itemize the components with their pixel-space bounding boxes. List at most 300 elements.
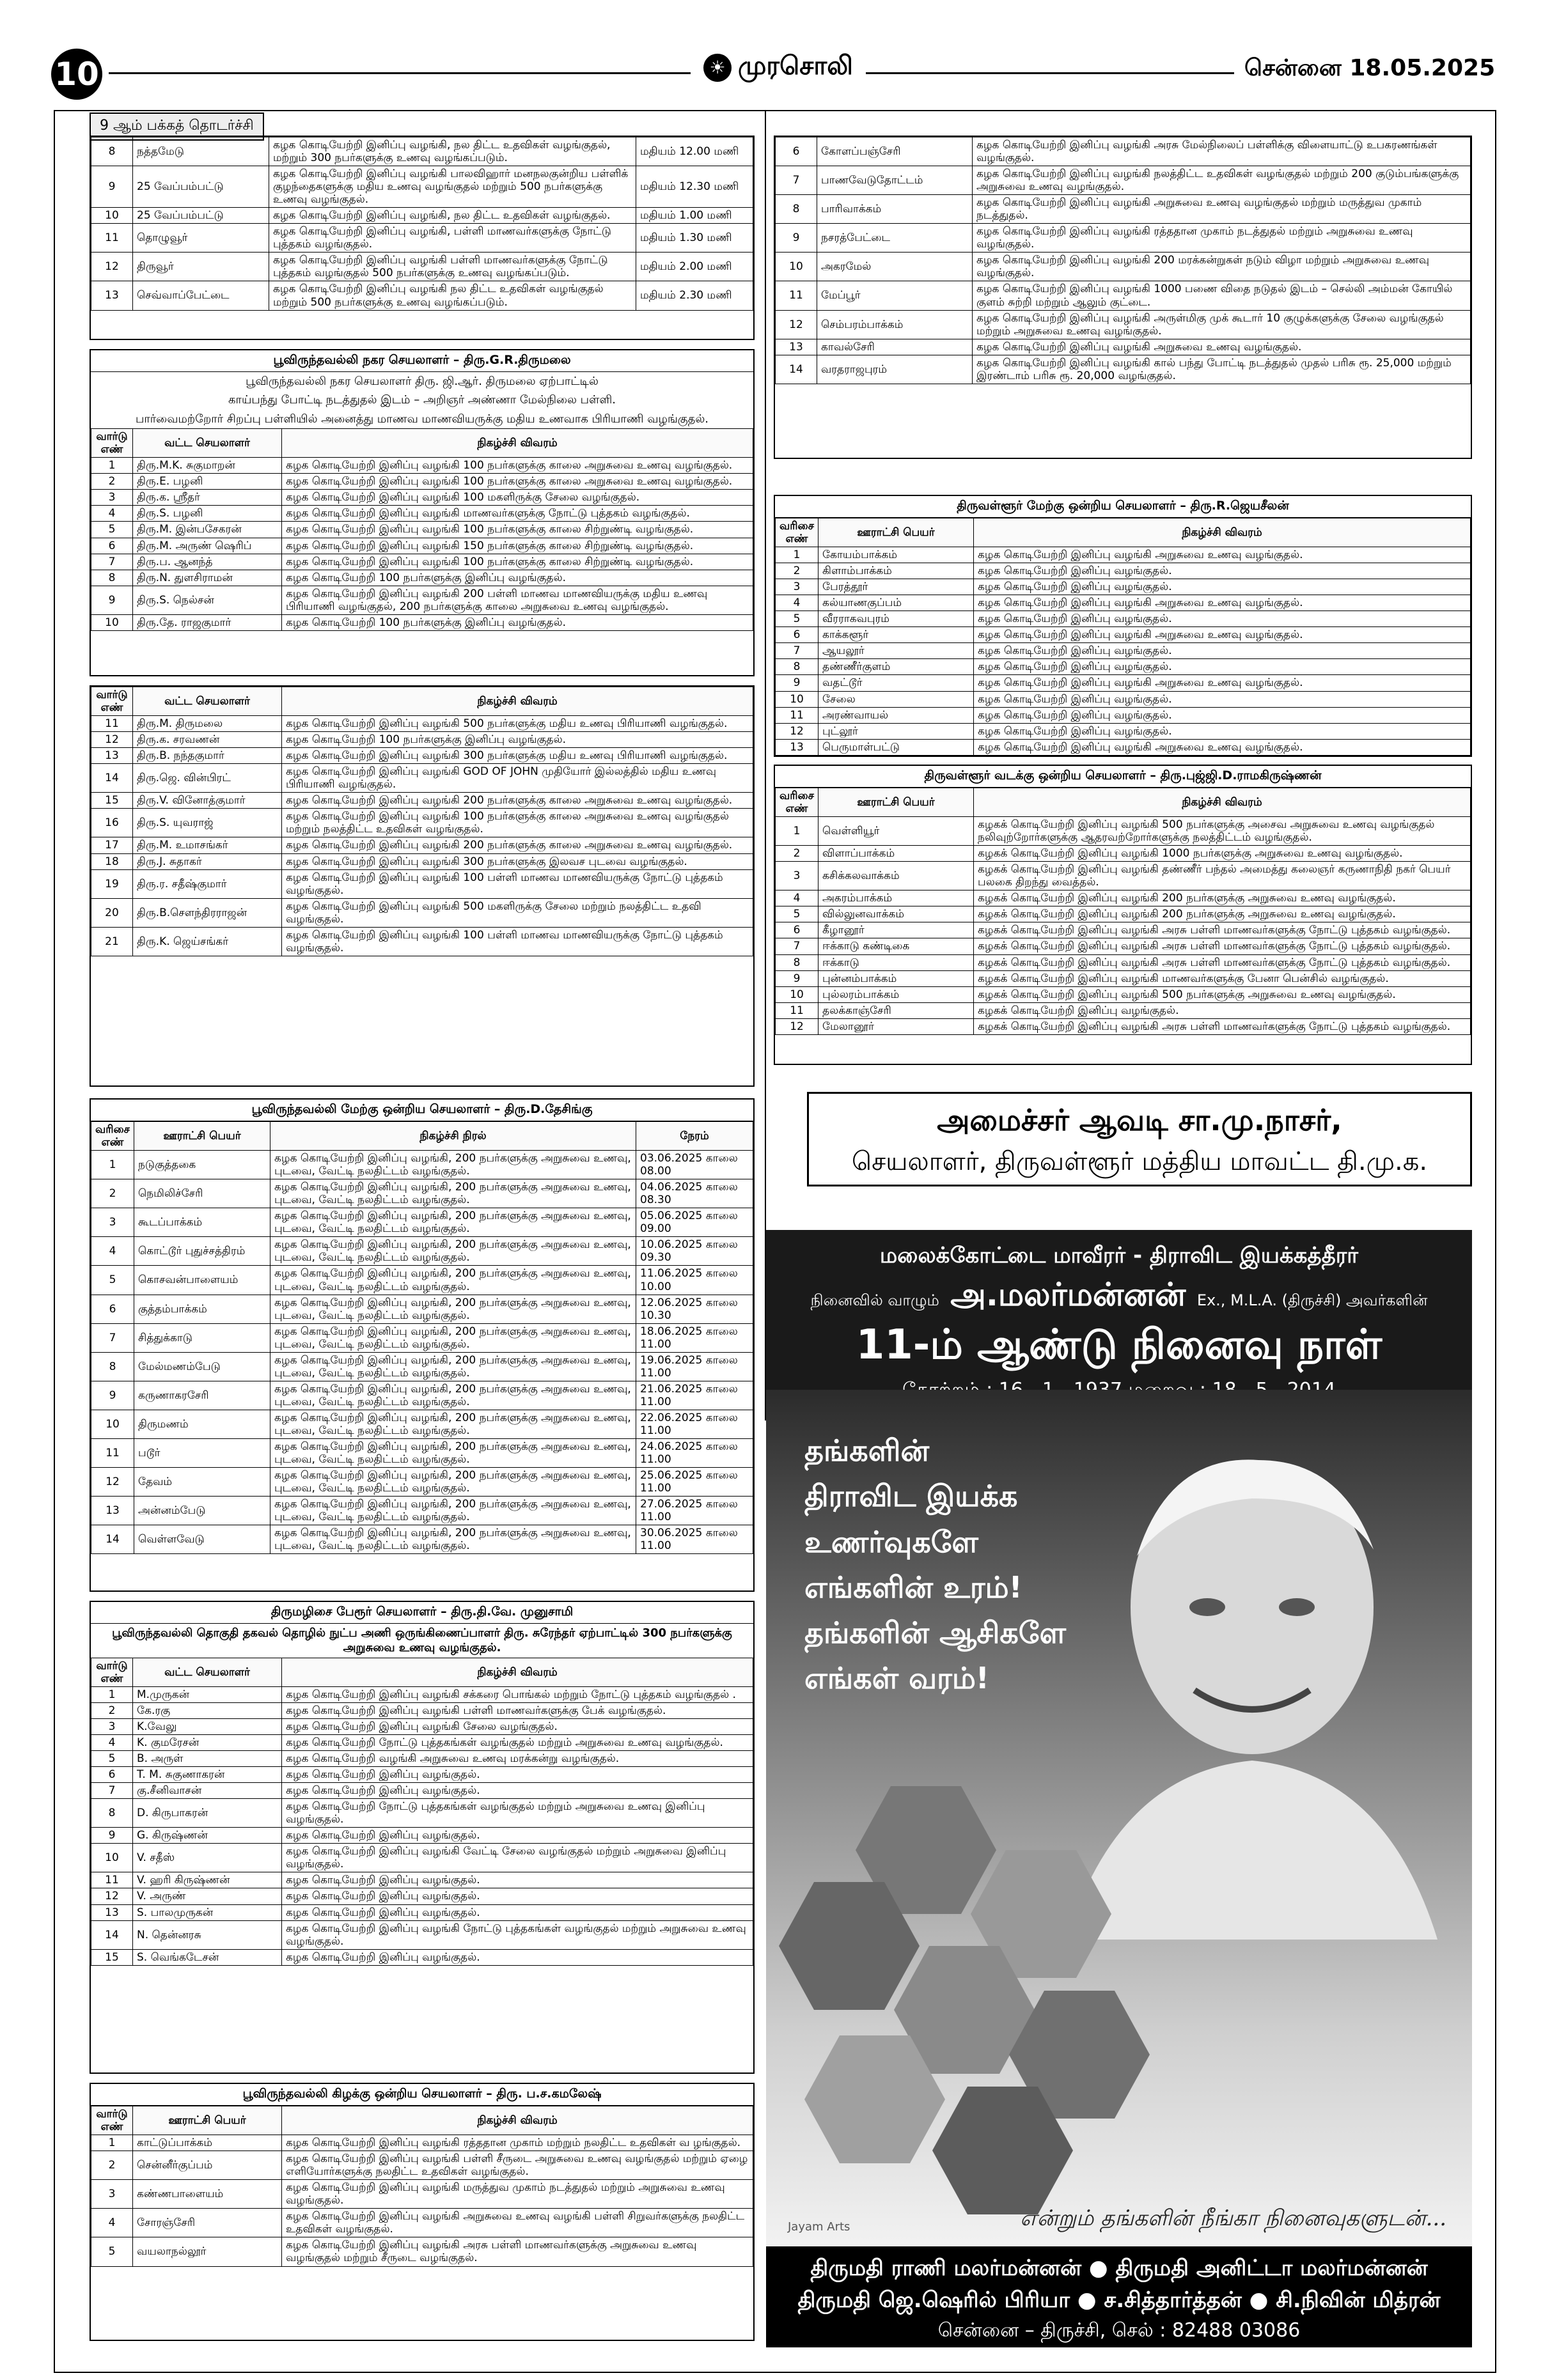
- table-cell: 5: [91, 1266, 134, 1295]
- table-row: [91, 490, 753, 506]
- rising-sun-icon: ☀: [703, 54, 732, 82]
- table-cell: 7: [776, 643, 818, 659]
- table-cell: செம்பரம்பாக்கம்: [817, 310, 973, 339]
- table-cell: கழக கொடியேற்றி இனிப்பு வழங்கி GOD OF JOHN முதியோர் இல்லத்தில் மதிய உணவு பிரியாணி வழங்குதல்.: [282, 764, 753, 793]
- table-row: [91, 1497, 753, 1525]
- table-cell: திரு.V. வினோத்குமார்: [133, 793, 282, 809]
- table-cell: 15: [91, 1949, 133, 1965]
- table-cell: 8: [91, 570, 133, 586]
- table-cell: 2: [91, 474, 133, 490]
- table-cell: கழகக் கொடியேற்றி இனிப்பு வழங்கி அரசு பள்ளி மாணவர்களுக்கு நோட்டு புத்தகம் வழங்குதல்.: [974, 922, 1471, 938]
- table-cell: 04.06.2025 காலை 08.30: [636, 1179, 753, 1208]
- table-cell: கழக கொடியேற்றி இனிப்பு வழங்கி மருத்துவ முகாம் நடத்துதல் மற்றும் அறுசுவை உணவு வழங்குதல்.: [282, 2180, 753, 2209]
- ad-family-names-1: திருமதி ராணி மலர்மன்னன் ● திருமதி அனிட்டா மலர்மன்னன்: [810, 2255, 1428, 2281]
- col-details: நிகழ்ச்சி விவரம்: [974, 518, 1471, 547]
- table-cell: S. வெங்கடேசன்: [133, 1949, 282, 1965]
- table-cell: 9: [776, 970, 818, 986]
- table-cell: கழக கொடியேற்றி இனிப்பு வழங்கி பாலவிஹார் மனநலகுன்றிய பள்ளிக் குழந்தைகளுக்கு மதிய உணவு வழங்குதல் மற்றும் 500 நபர்களுக்கு உணவு வழங்குதல்.: [269, 166, 636, 208]
- table-row: [91, 1237, 753, 1266]
- table-cell: 6: [776, 922, 818, 938]
- table-cell: வில்லுனவாக்கம்: [818, 906, 974, 922]
- table-cell: கழக கொடியேற்றி இனிப்பு வழங்கி, 200 நபர்களுக்கு அறுசுவை உணவு, புடவை, வேட்டி நலதிட்டம் வழங்குதல்.: [270, 1468, 636, 1497]
- table-cell: 8: [91, 1799, 133, 1828]
- section-i: [774, 765, 1472, 1065]
- table-row: [91, 748, 753, 764]
- table-cell: 9: [776, 675, 818, 691]
- table-cell: கழக கொடியேற்றி இனிப்பு வழங்கி, பள்ளி மாணவர்களுக்கு நோட்டு புத்தகம் வழங்குதல்.: [269, 224, 636, 253]
- table-cell: 8: [91, 137, 133, 166]
- table-row: [776, 862, 1471, 891]
- table-row: [91, 793, 753, 809]
- table-row: [91, 1179, 753, 1208]
- table-row: [91, 1525, 753, 1554]
- table-cell: கழக கொடியேற்றி இனிப்பு வழங்கி, 200 நபர்களுக்கு அறுசுவை உணவு, புடவை, வேட்டி நலதிட்டம் வழங்குதல்.: [270, 1151, 636, 1179]
- table-c: [91, 687, 753, 956]
- table-row: [91, 1735, 753, 1751]
- table-row: [91, 1844, 753, 1872]
- table-row: [91, 1920, 753, 1949]
- table-cell: கழகக் கொடியேற்றி இனிப்பு வழங்கி மாணவர்களுக்கு பேனா பென்சில் வழங்குதல்.: [974, 970, 1471, 986]
- table-cell: 3: [91, 490, 133, 506]
- table-cell: திரு.S. நெல்சன்: [133, 586, 282, 614]
- table-cell: V. ஹரி கிருஷ்ணன்: [133, 1872, 282, 1888]
- table-cell: கழக கொடியேற்றி இனிப்பு வழங்கி 200 நபர்களுக்கு காலை அறுசுவை உணவு வழங்குதல்.: [282, 793, 753, 809]
- minister-box: [807, 1092, 1472, 1186]
- table-cell: கழக கொடியேற்றி இனிப்பு வழங்குதல்.: [974, 723, 1471, 739]
- table-cell: கழக கொடியேற்றி இனிப்பு வழங்கி, 200 நபர்களுக்கு அறுசுவை உணவு, புடவை, வேட்டி நலதிட்டம் வழங்குதல்.: [270, 1410, 636, 1438]
- table-row: [91, 1828, 753, 1844]
- table-cell: 13: [776, 739, 818, 755]
- table-row: [776, 739, 1471, 755]
- table-cell: 1: [776, 817, 818, 846]
- table-cell: 21: [91, 927, 133, 956]
- table-cell: 7: [776, 938, 818, 954]
- table-cell: மதியம் 2.30 மணி: [636, 281, 753, 310]
- paper-title: முரசொலி: [738, 51, 853, 81]
- table-cell: 11: [91, 1872, 133, 1888]
- table-cell: கழக கொடியேற்றி இனிப்பு வழங்கி அறுசுவை உணவு வழங்குதல்.: [974, 547, 1471, 563]
- table-row: [91, 1468, 753, 1497]
- table-cell: 7: [91, 1783, 133, 1799]
- table-cell: கழக கொடியேற்றி இனிப்பு வழங்கி 100 பள்ளி மாணவ மாணவியருக்கு நோட்டு புத்தகம் வழங்குதல்.: [282, 869, 753, 898]
- table-cell: கழக கொடியேற்றி இனிப்பு வழங்கி அறுசுவை உணவு வழங்குதல்.: [974, 595, 1471, 611]
- ad-footer: [766, 2246, 1472, 2347]
- table-cell: கழக கொடியேற்றி இனிப்பு வழங்கி, 200 நபர்களுக்கு அறுசுவை உணவு, புடவை, வேட்டி நலதிட்டம் வழங்குதல்.: [270, 1497, 636, 1525]
- photo-collage: [779, 1786, 1265, 2221]
- table-row: [776, 547, 1471, 563]
- table-cell: கழக கொடியேற்றி இனிப்பு வழங்கி, 200 நபர்களுக்கு அறுசுவை உணவு, புடவை, வேட்டி நலதிட்டம் வழங்குதல்.: [270, 1237, 636, 1266]
- table-cell: D. கிருபாகரன்: [133, 1799, 282, 1828]
- table-cell: 2: [776, 846, 818, 862]
- table-cell: 17: [91, 837, 133, 853]
- table-cell: 5: [776, 906, 818, 922]
- table-cell: 25 வேப்பம்பட்டு: [133, 166, 269, 208]
- table-cell: 11: [776, 281, 817, 310]
- table-cell: கண்ணபாளையம்: [133, 2180, 282, 2209]
- table-cell: கழகக் கொடியேற்றி இனிப்பு வழங்கி அரசு பள்ளி மாணவர்களுக்கு நோட்டு புத்தகம் வழங்குதல்.: [974, 954, 1471, 970]
- col-serial: வரிசை எண்: [776, 788, 818, 817]
- table-cell: மதியம் 1.00 மணி: [636, 208, 753, 224]
- table-cell: திரு.B. நந்தகுமார்: [133, 748, 282, 764]
- table-row: [776, 691, 1471, 707]
- table-cell: 10.06.2025 காலை 09.30: [636, 1237, 753, 1266]
- table-row: [776, 707, 1471, 723]
- table-cell: 1: [91, 2135, 133, 2151]
- col-time: நேரம்: [636, 1122, 753, 1151]
- table-cell: 4: [776, 891, 818, 906]
- table-cell: 3: [91, 1208, 134, 1237]
- table-cell: கழக கொடியேற்றி இனிப்பு வழங்கி வேட்டி சேலை வழங்குதல் மற்றும் அறுசுவை இனிப்பு வழங்குதல்.: [282, 1844, 753, 1872]
- col-panchayat: ஊராட்சி பெயர்: [818, 788, 974, 817]
- table-row: [91, 554, 753, 570]
- table-cell: திரு.S. பழனி: [133, 506, 282, 522]
- table-row: [776, 339, 1471, 355]
- continuation-label: 9 ஆம் பக்கத் தொடர்ச்சி: [90, 113, 264, 141]
- col-ward: வார்டு எண்: [91, 429, 133, 458]
- col-details: நிகழ்ச்சி விவரம்: [282, 687, 753, 716]
- table-cell: கழகக் கொடியேற்றி இனிப்பு வழங்கி 200 நபர்களுக்கு அறுசுவை உணவு வழங்குதல்.: [974, 891, 1471, 906]
- table-row: [91, 208, 753, 224]
- table-cell: திரு.N. துளசிராமன்: [133, 570, 282, 586]
- table-cell: 9: [91, 1828, 133, 1844]
- table-cell: கழக கொடியேற்றி 100 நபர்களுக்கு இனிப்பு வழங்குதல்.: [282, 570, 753, 586]
- page-number: 10: [51, 49, 102, 100]
- table-g: [775, 137, 1471, 384]
- table-cell: கழக கொடியேற்றி இனிப்பு வழங்கி சேலை வழங்குதல்.: [282, 1718, 753, 1734]
- table-cell: சென்னீர்குப்பம்: [133, 2151, 282, 2180]
- table-row: [776, 224, 1471, 253]
- ad-photo-area: [766, 1390, 1472, 2246]
- table-row: [776, 723, 1471, 739]
- table-cell: கழக கொடியேற்றி இனிப்பு வழங்குதல்.: [282, 1828, 753, 1844]
- table-cell: 10: [776, 691, 818, 707]
- table-cell: 11: [776, 1002, 818, 1018]
- table-cell: 2: [91, 1179, 134, 1208]
- table-cell: 11: [91, 716, 133, 732]
- section-b: [90, 349, 755, 676]
- table-cell: 18.06.2025 காலை 11.00: [636, 1323, 753, 1352]
- col-program: நிகழ்ச்சி நிரல்: [270, 1122, 636, 1151]
- col-secretary: வட்ட செயலாளர்: [133, 687, 282, 716]
- table-row: [776, 954, 1471, 970]
- table-cell: 6: [91, 1767, 133, 1783]
- table-cell: கழக கொடியேற்றி இனிப்பு வழங்கி 300 நபர்களுக்கு இலவச புடவை வழங்குதல்.: [282, 853, 753, 869]
- ad-tagline: என்றும் தங்களின் நீங்கா நினைவுகளுடன்...: [1020, 2205, 1446, 2231]
- table-row: [776, 563, 1471, 579]
- table-row: [91, 474, 753, 490]
- table-row: [776, 922, 1471, 938]
- table-row: [776, 611, 1471, 627]
- table-row: [776, 1002, 1471, 1018]
- table-cell: மதியம் 12.30 மணி: [636, 166, 753, 208]
- table-cell: G. கிருஷ்ணன்: [133, 1828, 282, 1844]
- table-cell: V. சதீஸ்: [133, 1844, 282, 1872]
- table-cell: திரு.M.K. சுகுமாறன்: [133, 458, 282, 474]
- table-cell: கழக கொடியேற்றி இனிப்பு வழங்குதல்.: [974, 611, 1471, 627]
- table-cell: திரு.ஜெ. வின்பிரட்: [133, 764, 282, 793]
- table-cell: 11.06.2025 காலை 10.00: [636, 1266, 753, 1295]
- table-cell: 13: [91, 281, 133, 310]
- col-ward: வார்டு எண்: [91, 1658, 133, 1686]
- table-cell: மேல்மணம்பேடு: [134, 1352, 270, 1381]
- table-cell: 10: [776, 253, 817, 281]
- table-row: [776, 1018, 1471, 1034]
- table-cell: கழக கொடியேற்றி இனிப்பு வழங்கி 150 நபர்களுக்கு காலை சிற்றுண்டி வழங்குதல்.: [282, 538, 753, 554]
- table-cell: B. அருள்: [133, 1751, 282, 1767]
- table-cell: திரு.ப. ஆனந்த்: [133, 554, 282, 570]
- table-row: [91, 2209, 753, 2237]
- table-cell: கழக கொடியேற்றி இனிப்பு வழங்கி 100 நபர்களுக்கு காலை அறுசுவை உணவு வழங்குதல் மற்றும் நலத்திட்ட உதவிகள் வழங்குதல்.: [282, 809, 753, 837]
- table-row: [91, 1410, 753, 1438]
- ad-header: [766, 1230, 1472, 1390]
- table-cell: 6: [776, 627, 818, 643]
- table-a: [91, 137, 753, 311]
- section-b-sub1: பூவிருந்தவல்லி நகர செயலாளர் திரு. ஜி.ஆர். திருமலை ஏற்பாட்டில்: [246, 375, 599, 388]
- table-row: [776, 643, 1471, 659]
- table-cell: திருவூர்: [133, 253, 269, 281]
- table-cell: 30.06.2025 காலை 11.00: [636, 1525, 753, 1554]
- table-cell: N. தென்னரசு: [133, 1920, 282, 1949]
- table-cell: நசரத்பேட்டை: [817, 224, 973, 253]
- table-cell: திரு.B.சௌந்திரராஜன்: [133, 898, 282, 927]
- table-row: [91, 166, 753, 208]
- table-cell: கழகக் கொடியேற்றி இனிப்பு வழங்கி 200 நபர்களுக்கு அறுசுவை உணவு வழங்குதல்.: [974, 906, 1471, 922]
- ad-line1: மலைக்கோட்டை மாவீரர் - திராவிட இயக்கத்தீரர்: [879, 1243, 1359, 1268]
- table-cell: 7: [91, 1323, 134, 1352]
- table-cell: கழகக் கொடியேற்றி இனிப்பு வழங்குதல்.: [974, 1002, 1471, 1018]
- table-cell: 5: [91, 1751, 133, 1767]
- ad-quote: தங்களின் திராவிட இயக்க உணர்வுகளே எங்களின் உரம்! தங்களின் ஆசிகளே எங்கள் வரம்!: [804, 1433, 1066, 1696]
- table-cell: கோளப்பஞ்சேரி: [817, 137, 973, 166]
- table-cell: மேலானூர்: [818, 1018, 974, 1034]
- table-cell: புல்லரம்பாக்கம்: [818, 986, 974, 1002]
- table-cell: காவல்சேரி: [817, 339, 973, 355]
- table-cell: விளாப்பாக்கம்: [818, 846, 974, 862]
- table-cell: கோயம்பாக்கம்: [818, 547, 974, 563]
- table-cell: 12.06.2025 காலை 10.30: [636, 1295, 753, 1323]
- table-cell: கழக கொடியேற்றி இனிப்பு வழங்கி கால் பந்து போட்டி நடத்துதல் முதல் பரிசு ரூ. 25,000 மற்றும் இரண்டாம் பரிசு ரூ. 20,000 வழங்குதல்.: [973, 355, 1471, 384]
- table-cell: 12: [776, 310, 817, 339]
- table-row: [91, 570, 753, 586]
- table-row: [91, 1352, 753, 1381]
- table-row: [91, 1872, 753, 1888]
- table-cell: கொட்டூர் புதுச்சத்திரம்: [134, 1237, 270, 1266]
- table-cell: கழக கொடியேற்றி இனிப்பு வழங்கி 100 பள்ளி மாணவ மாணவியருக்கு நோட்டு புத்தகம் வழங்குதல்.: [282, 927, 753, 956]
- table-cell: கழக கொடியேற்றி இனிப்பு வழங்குதல்.: [974, 563, 1471, 579]
- section-h-title: திருவள்ளூர் மேற்கு ஒன்றிய செயலாளர் – திரு.R.ஜெயசீலன்: [775, 496, 1471, 518]
- table-cell: திரு.J. சுதாகர்: [133, 853, 282, 869]
- table-cell: கழக கொடியேற்றி இனிப்பு வழங்குதல்.: [282, 1872, 753, 1888]
- table-cell: T. M. சுகுணாகரன்: [133, 1767, 282, 1783]
- table-cell: 7: [776, 166, 817, 195]
- table-cell: 9: [91, 1381, 134, 1410]
- table-cell: 12: [91, 1888, 133, 1904]
- col-panchayat: ஊராட்சி பெயர்: [134, 1122, 270, 1151]
- table-row: [91, 898, 753, 927]
- table-row: [91, 1295, 753, 1323]
- table-row: [91, 853, 753, 869]
- table-cell: மதியம் 12.00 மணி: [636, 137, 753, 166]
- table-cell: தொழுவூர்: [133, 224, 269, 253]
- table-cell: 7: [91, 554, 133, 570]
- table-cell: கழக கொடியேற்றி இனிப்பு வழங்குதல்.: [974, 643, 1471, 659]
- table-cell: 22.06.2025 காலை 11.00: [636, 1410, 753, 1438]
- col-details: நிகழ்ச்சி விவரம்: [974, 788, 1471, 817]
- table-cell: 21.06.2025 காலை 11.00: [636, 1381, 753, 1410]
- table-cell: காட்டுப்பாக்கம்: [133, 2135, 282, 2151]
- section-h: [774, 495, 1472, 757]
- ad-anniversary: 11-ம் ஆண்டு நினைவு நாள்: [856, 1321, 1382, 1369]
- table-cell: திரு.E. பழனி: [133, 474, 282, 490]
- table-cell: கழக கொடியேற்றி இனிப்பு வழங்குதல்.: [974, 579, 1471, 595]
- table-cell: வெள்ளியூர்: [818, 817, 974, 846]
- minister-role: செயலாளர், திருவள்ளூர் மத்திய மாவட்ட தி.மு.க.: [851, 1147, 1428, 1176]
- table-cell: கழக கொடியேற்றி இனிப்பு வழங்கி 200 பள்ளி மாணவ மாணவியருக்கு மதிய உணவு பிரியாணி வழங்குதல், 200 நபர்களுக்கு காலை அறுசுவை உணவு வழங்குதல்.: [282, 586, 753, 614]
- table-row: [91, 1718, 753, 1734]
- table-cell: கழக கொடியேற்றி இனிப்பு வழங்கி நல திட்ட உதவிகள் வழங்குதல் மற்றும் 500 நபர்களுக்கு உணவு வழங்கப்படும்.: [269, 281, 636, 310]
- table-cell: கழக கொடியேற்றி இனிப்பு வழங்கி பள்ளி மாணவர்களுக்கு பேக் வழங்குதல்.: [282, 1702, 753, 1718]
- table-cell: திரு.M. திருமலை: [133, 716, 282, 732]
- table-row: [91, 1323, 753, 1352]
- table-row: [776, 846, 1471, 862]
- col-ward: வார்டு எண்: [91, 687, 133, 716]
- table-row: [776, 595, 1471, 611]
- table-cell: மதியம் 2.00 மணி: [636, 253, 753, 281]
- col-details: நிகழ்ச்சி விவரம்: [282, 1658, 753, 1686]
- table-cell: கழக கொடியேற்றி இனிப்பு வழங்கி நோட்டு புத்தகங்கள் வழங்குதல் மற்றும் அறுசுவை உணவு வழங்குதல்.: [282, 1920, 753, 1949]
- table-cell: 5: [776, 611, 818, 627]
- table-cell: K.வேலு: [133, 1718, 282, 1734]
- table-cell: கழக கொடியேற்றி இனிப்பு வழங்கி அருள்மிகு முக் கூடார் 10 குழுக்களுக்கு சேலை வழங்குதல் மற்றும் அறுசுவை உணவு வழங்குதல்.: [973, 310, 1471, 339]
- section-e-title: திருமழிசை பேரூர் செயலாளர் – திரு.தி.வே. முனுசாமி: [91, 1602, 753, 1624]
- table-cell: M.முருகன்: [133, 1686, 282, 1702]
- table-cell: 14: [776, 355, 817, 384]
- table-cell: கழக கொடியேற்றி இனிப்பு வழங்கி அறுசுவை உணவு வழங்குதல்.: [974, 739, 1471, 755]
- table-cell: கழக கொடியேற்றி நோட்டு புத்தகங்கள் வழங்குதல் மற்றும் அறுசுவை உணவு இனிப்பு வழங்குதல்.: [282, 1799, 753, 1828]
- table-cell: அரண்வாயல்: [818, 707, 974, 723]
- table-cell: 13: [776, 339, 817, 355]
- table-cell: கழக கொடியேற்றி வழங்கி அறுசுவை உணவு மரக்கன்று வழங்குதல்.: [282, 1751, 753, 1767]
- col-details: நிகழ்ச்சி விவரம்: [282, 429, 753, 458]
- table-row: [776, 579, 1471, 595]
- city-date: சென்னை 18.05.2025: [1234, 55, 1495, 84]
- table-cell: குத்தம்பாக்கம்: [134, 1295, 270, 1323]
- table-cell: 9: [776, 224, 817, 253]
- table-row: [776, 891, 1471, 906]
- table-cell: 3: [776, 579, 818, 595]
- table-cell: திரு.M. உமாசங்கர்: [133, 837, 282, 853]
- table-cell: திரு.ர. சதீஷ்குமார்: [133, 869, 282, 898]
- table-cell: ஈக்காடு: [818, 954, 974, 970]
- table-cell: 4: [91, 506, 133, 522]
- table-cell: 4: [91, 2209, 133, 2237]
- table-cell: கழக கொடியேற்றி இனிப்பு வழங்கி அறுசுவை உணவு வழங்குதல்.: [973, 339, 1471, 355]
- table-cell: 12: [91, 732, 133, 748]
- table-cell: 12: [91, 1468, 134, 1497]
- table-row: [91, 837, 753, 853]
- table-cell: கழக கொடியேற்றி இனிப்பு வழங்கி அரசு மேல்நிலைப் பள்ளிக்கு விளையாட்டு உபகரணங்கள் வழங்குதல்.: [973, 137, 1471, 166]
- table-row: [91, 927, 753, 956]
- table-cell: கழக கொடியேற்றி இனிப்பு வழங்கி, நல திட்ட உதவிகள் வழங்குதல், மற்றும் 300 நபர்களுக்கு உணவு வழங்கப்படும்.: [269, 137, 636, 166]
- table-cell: கழக கொடியேற்றி இனிப்பு வழங்கி 500 நபர்களுக்கு மதிய உணவு பிரியாணி வழங்குதல்.: [282, 716, 753, 732]
- table-row: [776, 938, 1471, 954]
- table-row: [91, 1783, 753, 1799]
- table-row: [91, 1266, 753, 1295]
- table-cell: சித்துக்காடு: [134, 1323, 270, 1352]
- table-cell: கழக கொடியேற்றி இனிப்பு வழங்குதல்.: [974, 707, 1471, 723]
- table-row: [91, 2180, 753, 2209]
- table-cell: கழக கொடியேற்றி இனிப்பு வழங்கி, 200 நபர்களுக்கு அறுசுவை உணவு, புடவை, வேட்டி நலதிட்டம் வழங்குதல்.: [270, 1381, 636, 1410]
- table-cell: 11: [91, 224, 133, 253]
- table-row: [91, 1751, 753, 1767]
- table-cell: 2: [776, 563, 818, 579]
- table-cell: K. குமரேசன்: [133, 1735, 282, 1751]
- table-i: [775, 788, 1471, 1035]
- table-cell: கழக கொடியேற்றி இனிப்பு வழங்கி ரத்ததான முகாம் நடத்துதல் மற்றும் அறுசுவை உணவு வழங்குதல்.: [973, 224, 1471, 253]
- table-cell: கழக கொடியேற்றி இனிப்பு வழங்கி அறுசுவை உணவு வழங்குதல்.: [974, 627, 1471, 643]
- table-cell: 27.06.2025 காலை 11.00: [636, 1497, 753, 1525]
- table-cell: 5: [91, 2237, 133, 2266]
- table-cell: கழகக் கொடியேற்றி இனிப்பு வழங்கி தண்ணீர் பந்தல் அமைத்து கலைஞர் கருணாநிதி நகர் பெயர் பலகை திறந்து வைத்தல்.: [974, 862, 1471, 891]
- table-cell: கழக கொடியேற்றி இனிப்பு வழங்கி அறுசுவை உணவு வழங்குதல்.: [974, 675, 1471, 691]
- table-cell: மேப்பூர்: [817, 281, 973, 310]
- table-row: [776, 253, 1471, 281]
- section-f-title: பூவிருந்தவல்லி கிழக்கு ஒன்றிய செயலாளர் – திரு. ப.ச.கமலேஷ்: [91, 2084, 753, 2106]
- table-cell: வதட்டூர்: [818, 675, 974, 691]
- table-row: [91, 1381, 753, 1410]
- table-cell: 13: [91, 1497, 134, 1525]
- table-cell: திரு.M. இன்பசேகரன்: [133, 522, 282, 538]
- table-cell: கிளாம்பாக்கம்: [818, 563, 974, 579]
- section-b-sub3: பார்வைமற்றோர் சிறப்பு பள்ளியில் அனைத்து மாணவ மாணவியருக்கு மதிய உணவாக பிரியாணி வழங்குதல்.: [135, 412, 709, 426]
- table-cell: கழக கொடியேற்றி இனிப்பு வழங்கி, 200 நபர்களுக்கு அறுசுவை உணவு, புடவை, வேட்டி நலதிட்டம் வழங்குதல்.: [270, 1208, 636, 1237]
- table-cell: 1: [91, 1151, 134, 1179]
- ad-contact: சென்னை – திருச்சி, செல் : 82488 03086: [937, 2319, 1301, 2342]
- table-cell: புட்லூர்: [818, 723, 974, 739]
- table-cell: 10: [776, 986, 818, 1002]
- table-row: [91, 281, 753, 310]
- table-cell: கழக கொடியேற்றி இனிப்பு வழங்கி 1000 பணை விதை நடுதல் இடம் – செல்லி அம்மன் கோயில் குளம் சுற்றி மற்றும் ஆலும் குட்டை.: [973, 281, 1471, 310]
- table-cell: 25 வேப்பம்பட்டு: [133, 208, 269, 224]
- table-row: [776, 166, 1471, 195]
- table-cell: 16: [91, 809, 133, 837]
- table-cell: 19: [91, 869, 133, 898]
- table-cell: நடுகுத்தகை: [134, 1151, 270, 1179]
- table-row: [91, 458, 753, 474]
- table-row: [91, 1949, 753, 1965]
- table-h: [775, 518, 1471, 756]
- paper-name: [691, 51, 866, 84]
- table-cell: 24.06.2025 காலை 11.00: [636, 1439, 753, 1468]
- table-cell: செவ்வாப்பேட்டை: [133, 281, 269, 310]
- table-row: [91, 224, 753, 253]
- table-cell: சோரஞ்சேரி: [133, 2209, 282, 2237]
- table-cell: சேலை: [818, 691, 974, 707]
- table-cell: கழக கொடியேற்றி 100 நபர்களுக்கு இனிப்பு வழங்குதல்.: [282, 614, 753, 630]
- column-divider: [765, 110, 766, 1420]
- table-row: [776, 906, 1471, 922]
- table-cell: பாணவேடுதோட்டம்: [817, 166, 973, 195]
- table-cell: கீழானூர்: [818, 922, 974, 938]
- table-row: [91, 1888, 753, 1904]
- table-cell: S. பாலமுருகன்: [133, 1904, 282, 1920]
- table-cell: அகரம்பாக்கம்: [818, 891, 974, 906]
- table-cell: 13: [91, 1904, 133, 1920]
- table-cell: புன்னம்பாக்கம்: [818, 970, 974, 986]
- table-cell: 12: [776, 723, 818, 739]
- table-row: [91, 732, 753, 748]
- table-cell: கருணாகரசேரி: [134, 1381, 270, 1410]
